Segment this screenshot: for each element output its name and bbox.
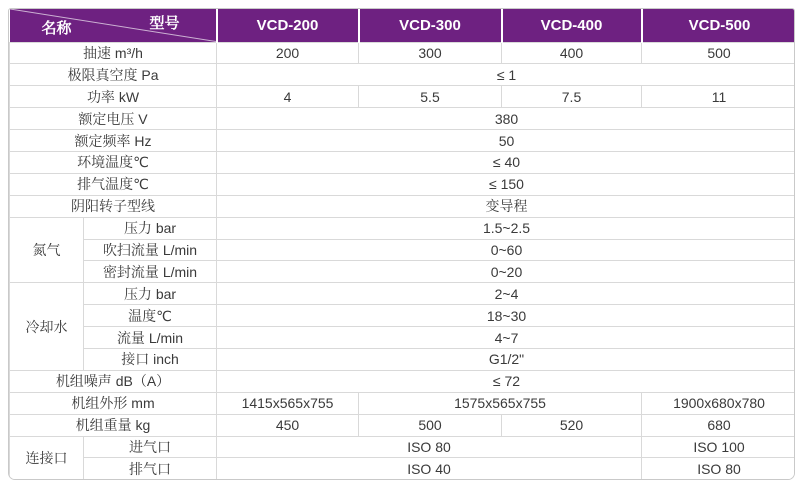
table-row bbox=[10, 305, 796, 327]
value-cell: 680 bbox=[642, 414, 796, 436]
value-cell: ≤ 72 bbox=[217, 370, 796, 392]
value-cell: 7.5 bbox=[502, 86, 642, 108]
row-label-cell: 吹扫流量 L/min bbox=[84, 239, 217, 261]
row-label-cell: 排气口 bbox=[84, 458, 217, 480]
value-cell: 变导程 bbox=[217, 195, 796, 217]
row-label-cell: 额定频率 Hz bbox=[10, 130, 217, 152]
value-cell: 200 bbox=[217, 42, 359, 64]
header-col-vcd300: VCD-300 bbox=[359, 9, 502, 42]
table-row bbox=[10, 173, 796, 195]
header-model-label: 型号 bbox=[149, 15, 180, 32]
table-row bbox=[10, 436, 796, 458]
table-row bbox=[10, 42, 796, 64]
row-label-cell: 温度℃ bbox=[84, 305, 217, 327]
value-cell: 500 bbox=[642, 42, 796, 64]
table-header bbox=[10, 9, 796, 42]
header-name-label: 名称 bbox=[41, 19, 72, 37]
table-row bbox=[10, 108, 796, 130]
spec-table bbox=[8, 8, 795, 480]
table-row bbox=[10, 414, 796, 436]
row-label-cell: 机组外形 mm bbox=[10, 392, 217, 414]
row-label-cell: 压力 bar bbox=[84, 283, 217, 305]
table-row bbox=[10, 239, 796, 261]
table-row bbox=[10, 195, 796, 217]
value-cell: 50 bbox=[217, 130, 796, 152]
value-cell: 380 bbox=[217, 108, 796, 130]
value-cell: ISO 80 bbox=[217, 436, 642, 458]
value-cell: 0~20 bbox=[217, 261, 796, 283]
value-cell: G1/2" bbox=[217, 348, 796, 370]
table-row bbox=[10, 283, 796, 305]
value-cell: ISO 40 bbox=[217, 458, 642, 480]
group-label-cell: 连接口 bbox=[10, 436, 84, 480]
row-label-cell: 额定电压 V bbox=[10, 108, 217, 130]
value-cell: ≤ 1 bbox=[217, 64, 796, 86]
value-cell: 300 bbox=[359, 42, 502, 64]
group-label-cell: 氮气 bbox=[10, 217, 84, 283]
value-cell: 4 bbox=[217, 86, 359, 108]
value-cell: 4~7 bbox=[217, 327, 796, 349]
table-row bbox=[10, 151, 796, 173]
group-label-cell: 冷却水 bbox=[10, 283, 84, 371]
header-row bbox=[10, 9, 796, 42]
table-row bbox=[10, 130, 796, 152]
value-cell: ISO 80 bbox=[642, 458, 796, 480]
row-label-cell: 机组噪声 dB（A） bbox=[10, 370, 217, 392]
table-row bbox=[10, 348, 796, 370]
value-cell: 1.5~2.5 bbox=[217, 217, 796, 239]
table-row bbox=[10, 261, 796, 283]
row-label-cell: 排气温度℃ bbox=[10, 173, 217, 195]
pump-spec-table bbox=[9, 9, 795, 480]
row-label-cell: 阴阳转子型线 bbox=[10, 195, 217, 217]
row-label-cell: 极限真空度 Pa bbox=[10, 64, 217, 86]
value-cell: 400 bbox=[502, 42, 642, 64]
header-col-vcd200: VCD-200 bbox=[217, 9, 359, 42]
table-row bbox=[10, 370, 796, 392]
value-cell: 18~30 bbox=[217, 305, 796, 327]
diagonal-divider bbox=[10, 9, 216, 42]
table-row bbox=[10, 86, 796, 108]
table-row bbox=[10, 327, 796, 349]
value-cell: ISO 100 bbox=[642, 436, 796, 458]
row-label-cell: 压力 bar bbox=[84, 217, 217, 239]
row-label-cell: 进气口 bbox=[84, 436, 217, 458]
value-cell: 2~4 bbox=[217, 283, 796, 305]
table-body bbox=[10, 42, 796, 480]
value-cell: 1575x565x755 bbox=[359, 392, 642, 414]
row-label-cell: 环境温度℃ bbox=[10, 151, 217, 173]
table-row bbox=[10, 64, 796, 86]
value-cell: ≤ 40 bbox=[217, 151, 796, 173]
table-row bbox=[10, 458, 796, 480]
value-cell: 450 bbox=[217, 414, 359, 436]
table-row bbox=[10, 392, 796, 414]
value-cell: 5.5 bbox=[359, 86, 502, 108]
table-row bbox=[10, 217, 796, 239]
header-col-vcd500: VCD-500 bbox=[642, 9, 796, 42]
row-label-cell: 接口 inch bbox=[84, 348, 217, 370]
value-cell: 1415x565x755 bbox=[217, 392, 359, 414]
value-cell: 500 bbox=[359, 414, 502, 436]
value-cell: ≤ 150 bbox=[217, 173, 796, 195]
value-cell: 0~60 bbox=[217, 239, 796, 261]
row-label-cell: 功率 kW bbox=[10, 86, 217, 108]
header-name-model-cell bbox=[10, 9, 217, 42]
header-col-vcd400: VCD-400 bbox=[502, 9, 642, 42]
value-cell: 520 bbox=[502, 414, 642, 436]
row-label-cell: 机组重量 kg bbox=[10, 414, 217, 436]
row-label-cell: 抽速 m³/h bbox=[10, 42, 217, 64]
row-label-cell: 密封流量 L/min bbox=[84, 261, 217, 283]
row-label-cell: 流量 L/min bbox=[84, 327, 217, 349]
value-cell: 11 bbox=[642, 86, 796, 108]
value-cell: 1900x680x780 bbox=[642, 392, 796, 414]
